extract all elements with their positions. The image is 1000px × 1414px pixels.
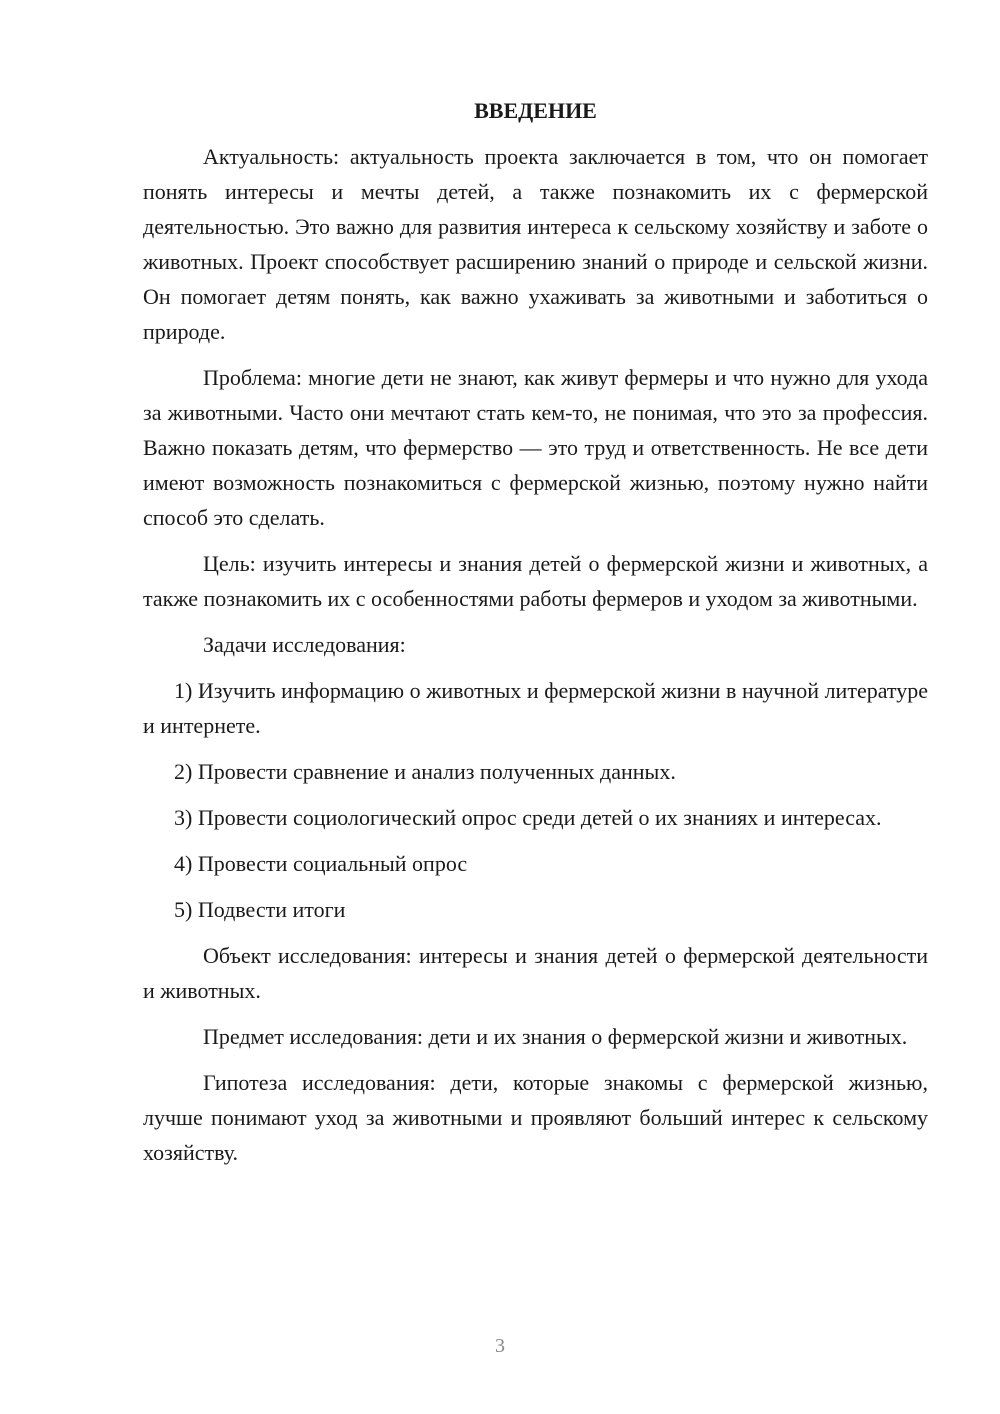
tasks-heading: Задачи исследования: [203,632,406,657]
document-page [143,96,928,1181]
object-paragraph: Объект исследования: интересы и знания детей о фермерской деятельности и животных. [143,943,928,1003]
task-item-5: 5) Подвести итоги [174,897,346,922]
hypothesis-paragraph: Гипотеза исследования: дети, которые знакомы с фермерской жизнью, лучше понимают уход за животными и проявляют больший интерес к сельскому хозяйству. [143,1070,928,1165]
page-number: 3 [495,1335,505,1357]
relevance-paragraph: Актуальность: актуальность проекта заключается в том, что он помогает понять интересы и мечты детей, а также познакомить их с фермерской деятельностью. Это важно для развития интереса к сельскому хозяйству и заботе о животных. Проект способствует расширению знаний о природе и сельской жизни. Он помогает детям понять, как важно ухаживать за животными и заботиться о природе. [143,144,928,344]
task-item-3: 3) Провести социологический опрос среди детей о их знаниях и интересах. [174,805,882,830]
task-item-1: 1) Изучить информацию о животных и фермерской жизни в научной литературе и интернете. [143,678,928,738]
goal-paragraph: Цель: изучить интересы и знания детей о фермерской жизни и животных, а также познакомить их с особенностями работы фермеров и уходом за животными. [143,551,928,611]
section-title: ВВЕДЕНИЕ [474,98,597,123]
task-item-2: 2) Провести сравнение и анализ полученных данных. [174,759,676,784]
subject-paragraph: Предмет исследования: дети и их знания о фермерской жизни и животных. [203,1024,908,1049]
task-item-4: 4) Провести социальный опрос [174,851,468,876]
problem-paragraph: Проблема: многие дети не знают, как живут фермеры и что нужно для ухода за животными. Часто они мечтают стать кем-то, не понимая, что это за профессия. Важно показать детям, что фермерство — это труд и ответственность. Не все дети имеют возможность познакомиться с фермерской жизнью, поэтому нужно найти способ это сделать. [143,365,928,530]
